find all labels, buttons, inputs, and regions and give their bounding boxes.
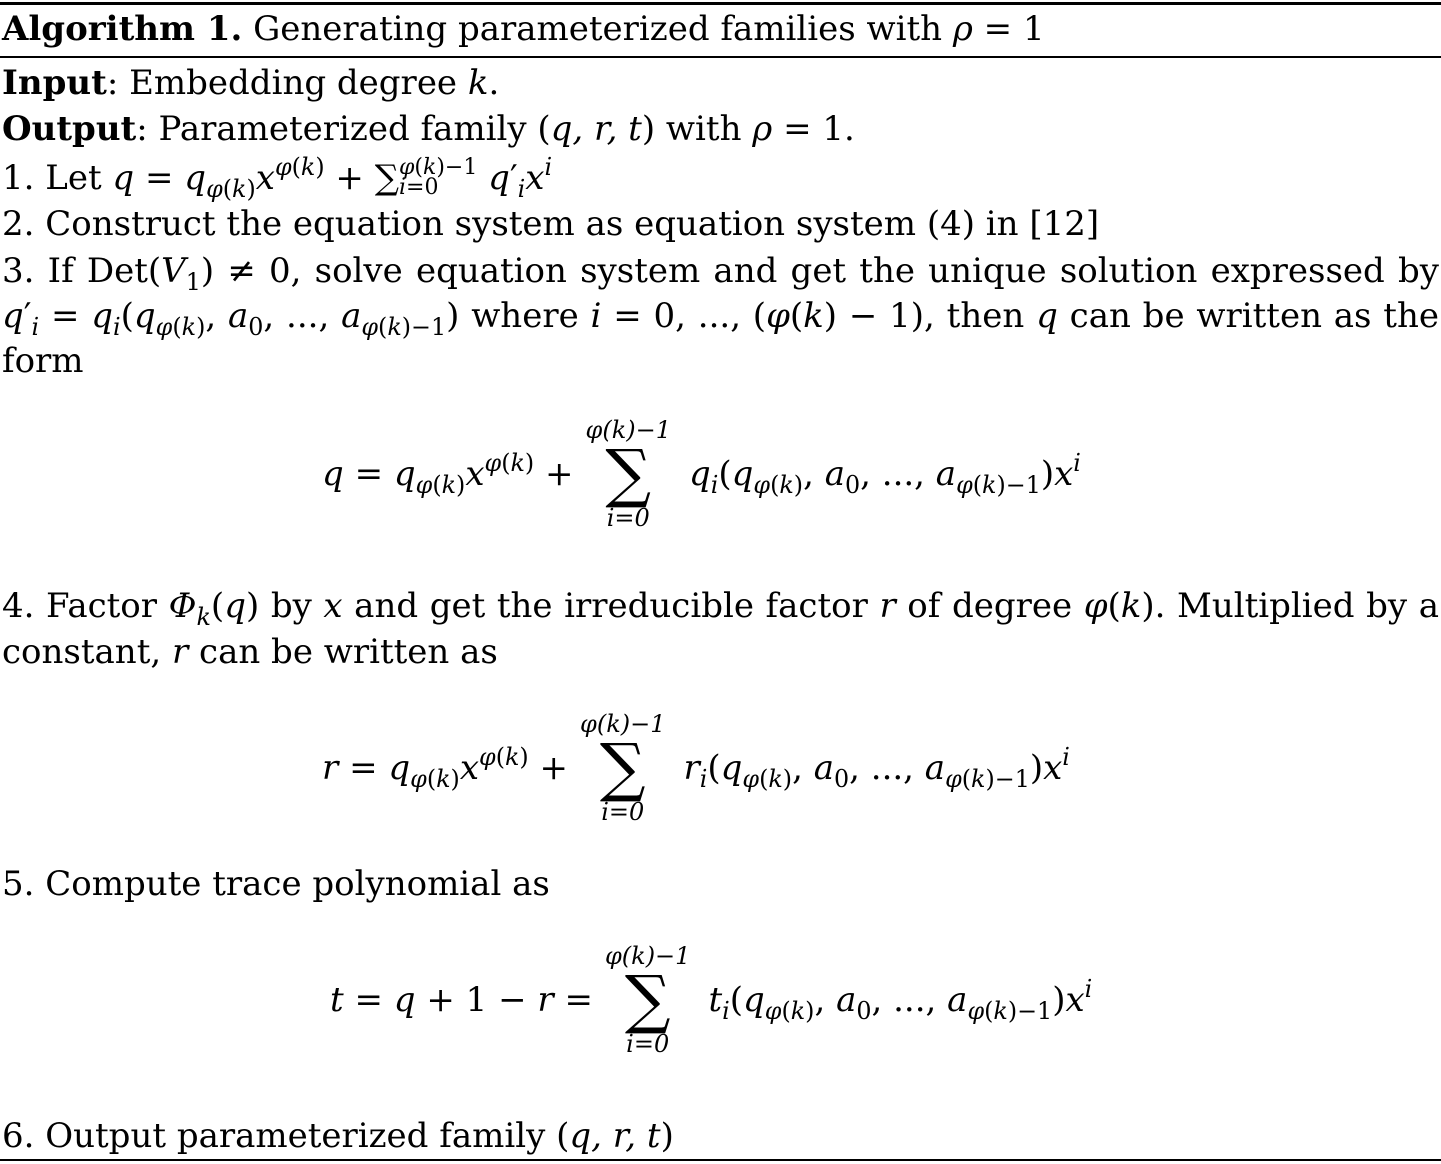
input-line	[2, 63, 1439, 103]
top-rule	[0, 2, 1441, 5]
algorithm-title-text: Generating parameterized families with ρ = 1	[253, 9, 1045, 49]
algorithm-title	[2, 9, 1439, 49]
bottom-rule	[0, 1159, 1441, 1161]
algorithm-label: Algorithm 1.	[2, 9, 243, 49]
step-3-text-2: $q'_i = q_i(q_{\varphi(k)}$, $a_0$, ..., $a_{\varphi(k)-1}$) where i = 0, ..., (φ(k) − 1), then q can be written as the	[2, 296, 1439, 342]
step-1-text: 1. Let $q = q_{\varphi(k)}x^{\varphi(k)}$ + ∑ φ(k)−1 i=0 $q'_ix^i$	[2, 152, 553, 204]
step-2: 2. Construct the equation system as equation system (4) in [12]	[2, 204, 1100, 244]
step-4-line-2	[2, 632, 1439, 672]
step-1	[2, 152, 1439, 204]
step-4-line-1	[2, 586, 1439, 632]
step-6-text: 6. Output parameterized family (q, r, t)	[2, 1116, 674, 1156]
output-label: Output	[2, 109, 137, 149]
input-label: Input	[2, 63, 107, 103]
step-4-text-2: constant, r can be written as	[2, 632, 498, 672]
step-6	[2, 1116, 1439, 1156]
step-3-line-2	[2, 296, 1439, 342]
equation-q: $q = q_{\varphi(k)}x^{\varphi(k)}$ + φ(k)−1 ∑ i=0 $q_i(q_{\varphi(k)}$, $a_0$, ..., $a_{\varphi(k)-1})x^i$	[322, 416, 1081, 532]
input-text: : Embedding degree k.	[106, 63, 500, 103]
output-text: : Parameterized family (q, r, t) with ρ = 1.	[136, 109, 855, 149]
step-5: 5. Compute trace polynomial as	[2, 864, 550, 904]
step-3-text-1: 3. If $Det(V_1) \ne 0$, solve equation system and get the unique solution expressed by	[2, 251, 1439, 297]
step-3-line-1	[2, 251, 1439, 297]
step-4-text-1: 4. Factor $\Phi_k(q)$ by x and get the irreducible factor r of degree φ(k). Multiplied by a	[2, 586, 1439, 632]
step-3-line-3: form	[2, 341, 84, 381]
equation-t: t = q + 1 − r = φ(k)−1 ∑ i=0 $t_i(q_{\varphi(k)}$, $a_0$, ..., $a_{\varphi(k)-1})x^i$	[330, 942, 1093, 1058]
header-rule	[0, 56, 1441, 58]
output-line	[2, 109, 1439, 149]
equation-r: $r = q_{\varphi(k)}x^{\varphi(k)}$ + φ(k)−1 ∑ i=0 $r_i(q_{\varphi(k)}$, $a_0$, ..., $a_{\varphi(k)-1})x^i$	[322, 710, 1070, 826]
